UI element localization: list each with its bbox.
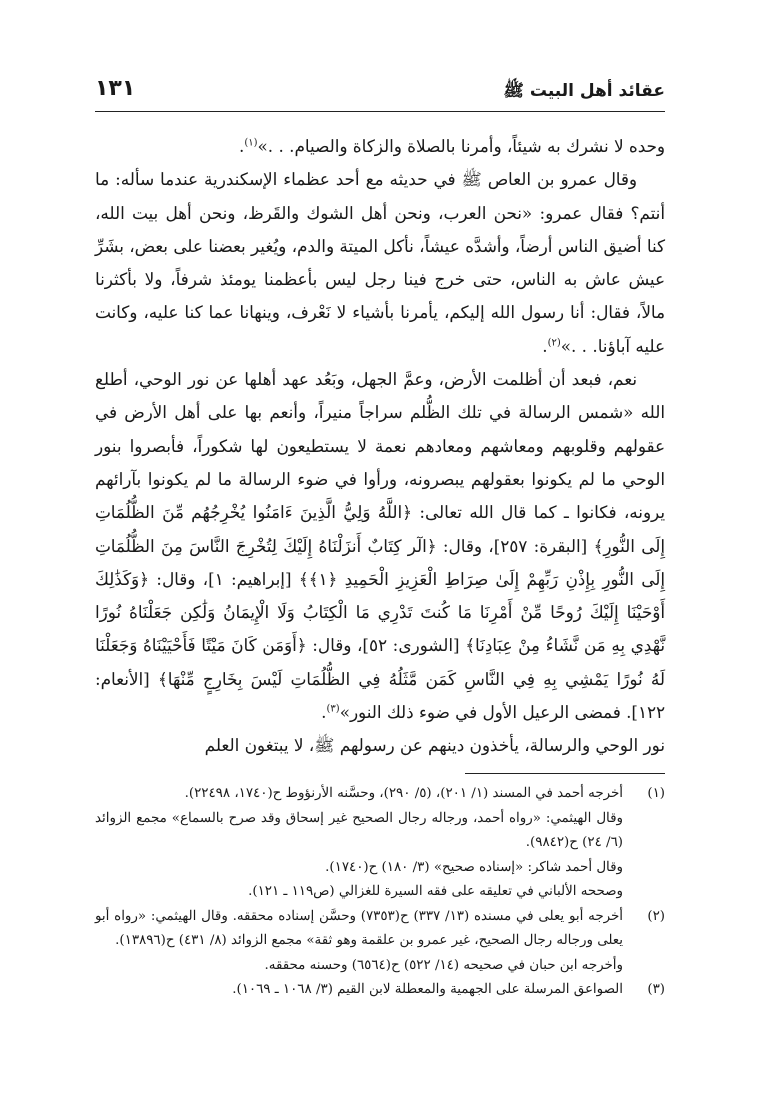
page-number: ١٣١ (95, 76, 136, 101)
header-divider (95, 111, 665, 112)
footnote-ref[interactable]: (٣) (326, 703, 340, 715)
footnote-line: وقال أحمد شاكر: «إسناده صحيح» (٣/ ١٨٠) ح(١٧٤٠). (325, 859, 623, 875)
footnote-line: وأخرجه ابن حبان في صحيحه (١٤/ ٥٢٢) ح(٦٥٦٤) وحسنه محققه. (264, 957, 623, 973)
running-title: عقائد أهل البيت ﷺ (503, 81, 665, 101)
footnote-line: وقال الهيثمي: «رواه أحمد، ورجاله رجال الصحيح غير إسحاق وقد صرح بالسماع» مجمع الزوائد (٦/ ٢٤) ح(٩٨٤٢). (95, 810, 623, 850)
footnote (95, 905, 665, 979)
footnote-line: الصواعق المرسلة على الجهمية والمعطلة لابن القيم (٣/ ١٠٦٨ ـ ١٠٦٩). (232, 982, 623, 997)
footnote-number: (٢) (647, 908, 665, 924)
main-text (95, 130, 665, 763)
page-header (95, 72, 665, 106)
footnote-line: وصححه الألباني في تعليقه على فقه السيرة للغزالي (ص١١٩ ـ ١٢١). (248, 884, 623, 899)
footnote-divider (465, 773, 665, 774)
footnotes (95, 782, 665, 1003)
footnote-line: أخرجه أبو يعلى في مسنده (١٣/ ٣٣٧) ح(٧٣٥٣) وحسَّن إسناده محققه. وقال الهيثمي: «رواه أبو يعلى ورجاله رجال الصحيح، غير عمرو بن علقمة وهو ثقة» مجمع الزوائد (٨/ ٤٣١) ح(١٣٨٩٦). (95, 908, 623, 948)
footnote-number: (٣) (647, 982, 665, 997)
footnote-ref[interactable]: (٢) (547, 337, 561, 349)
footnote (95, 782, 665, 905)
paragraph: وحده لا نشرك به شيئاً، وأمرنا بالصلاة والزكاة والصيام. . .»$^{(١)}$. (239, 136, 665, 156)
footnote-number: (١) (647, 786, 665, 801)
paragraph: وقال عمرو بن العاص ﷺ في حديثه مع أحد عظماء الإسكندرية عندما سأله: ما أنتم؟ فقال عمرو: «نحن العرب، ونحن أهل الشوك والقَرظ، ونحن أهل بيت الله، كنا أضيق الناس أرضاً، وأشدَّه عيشاً، نأكل الميتة والدم، ويُغير بعضنا على بعض، بشَرِّ عيش عاش به الناس، حتى خرج فينا رجل ليس بأعظمنا يومئذ شرفاً، ولا بأكثرنا مالاً، فقال: أنا رسول الله إليكم، يأمرنا بأشياء لا نَعْرف، وينهانا عما كنا عليه، وكانت عليه آباؤنا. . .»$^{(٢)}$. (95, 169, 665, 356)
paragraph: نور الوحي والرسالة، يأخذون دينهم عن رسولهم ﷺ، لا يبتغون العلم (204, 735, 665, 756)
paragraph: نعم، فبعد أن أظلمت الأرض، وعمَّ الجهل، وبَعُد عهد أهلها عن نور الوحي، أطلع الله «شمس الرسالة في تلك الظُّلم سراجاً منيراً، وأنعم بها على أهل الأرض في عقولهم وقلوبهم ومعاشهم ومعادهم نعمة لا يستطيعون لها شكوراً، فأبصروا بنور الوحي ما لم يكونوا بعقولهم يبصرونه، ورأوا في ضوء الرسالة ما لم يكونوا بآرائهم يرونه، فكانوا ـ كما قال الله تعالى: ﴿اللَّهُ وَلِيُّ الَّذِينَ ءَامَنُوا يُخْرِجُهُم مِّنَ الظُّلُمَاتِ إِلَى النُّورِ﴾ [البقرة: ٢٥٧]، وقال: ﴿الٓر كِتَابٌ أَنزَلْنَاهُ إِلَيْكَ لِتُخْرِجَ النَّاسَ مِنَ الظُّلُمَاتِ إِلَى النُّورِ بِإِذْنِ رَبِّهِمْ إِلَىٰ صِرَاطِ الْعَزِيزِ الْحَمِيدِ ﴿١﴾﴾ [إبراهيم: ١]، وقال: ﴿وَكَذَٰلِكَ أَوْحَيْنَا إِلَيْكَ رُوحًا مِّنْ أَمْرِنَا مَا كُنتَ تَدْرِي مَا الْكِتَابُ وَلَا الْإِيمَانُ وَلَٰكِن جَعَلْنَاهُ نُورًا نَّهْدِي بِهِ مَن نَّشَاءُ مِنْ عِبَادِنَا﴾ [الشورى: ٥٢]، وقال: ﴿أَوَمَن كَانَ مَيْتًا فَأَحْيَيْنَاهُ وَجَعَلْنَا لَهُ نُورًا يَمْشِي بِهِ فِي النَّاسِ كَمَن مَّثَلُهُ فِي الظُّلُمَاتِ لَيْسَ بِخَارِجٍ مِّنْهَا﴾ [الأنعام: ١٢٢]. فمضى الرعيل الأول في ضوء ذلك النور»$^{(٣)}$. (95, 369, 666, 723)
footnote-line: أخرجه أحمد في المسند (١/ ٢٠١)، (٥/ ٢٩٠)، وحسَّنه الأرنؤوط ح(١٧٤٠، ٢٢٤٩٨). (184, 786, 623, 801)
footnote (95, 978, 665, 1003)
footnote-ref[interactable]: (١) (244, 137, 258, 149)
